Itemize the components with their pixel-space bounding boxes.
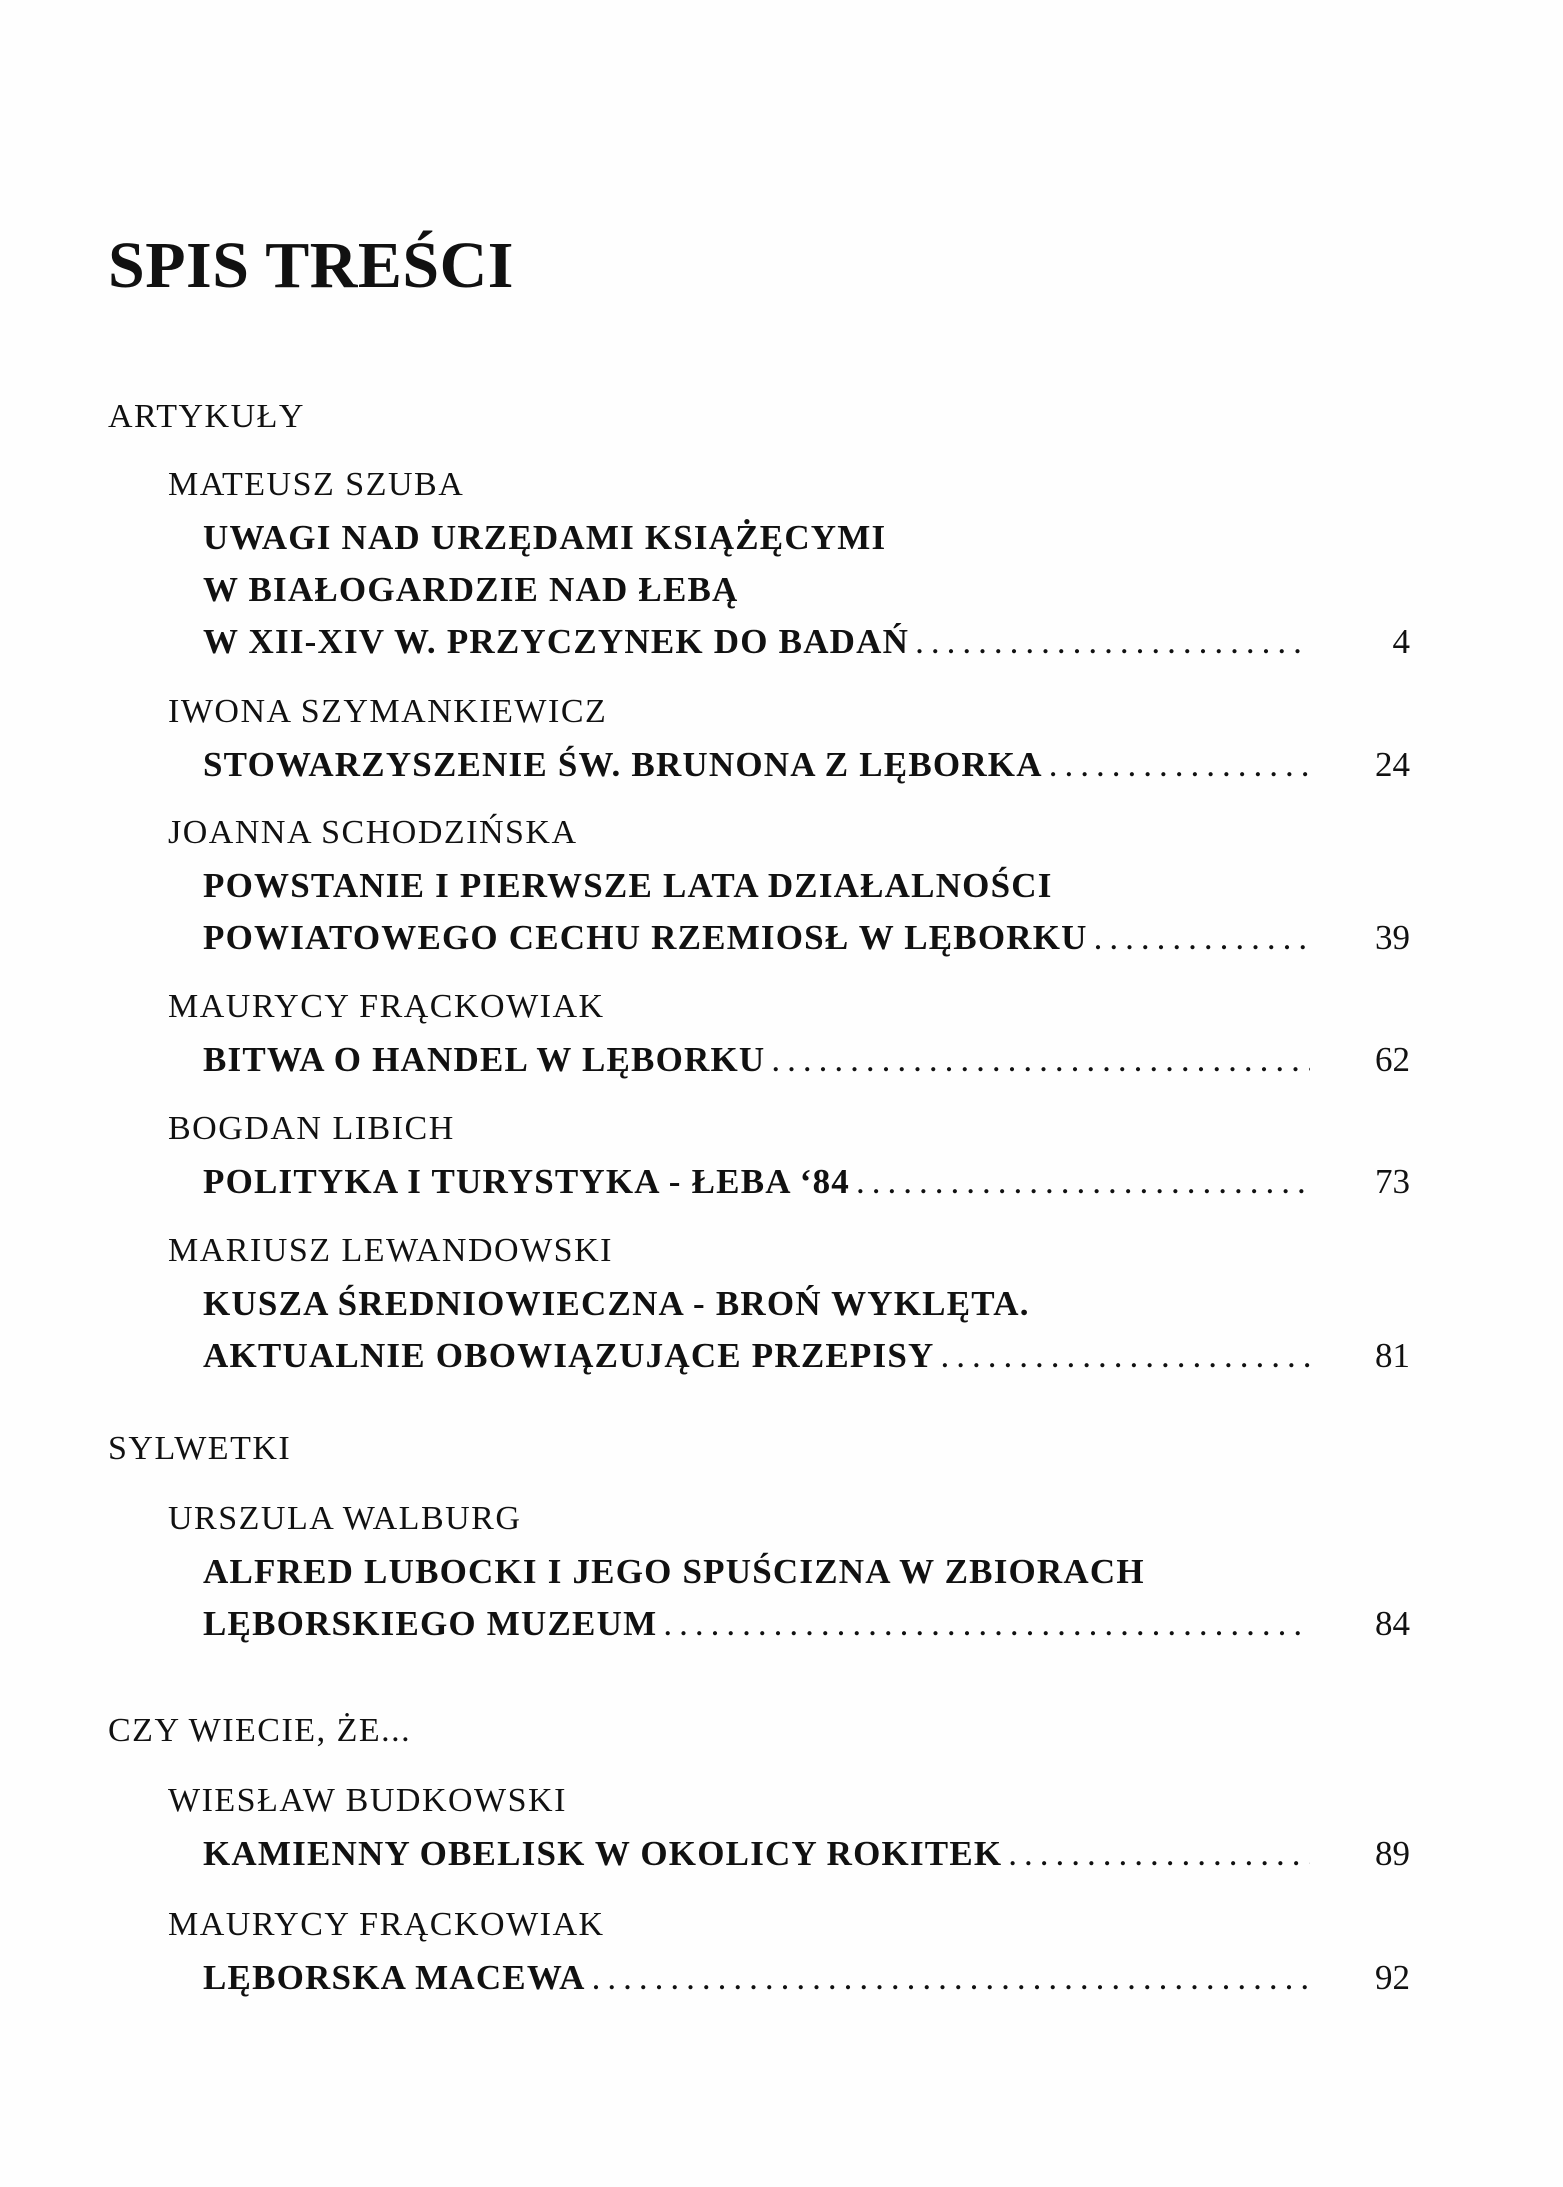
page-number: 92 [1375,1958,1410,1997]
section-heading: ARTYKUŁY [108,398,305,435]
section-heading: SYLWETKI [108,1430,292,1467]
entry-author: URSZULA WALBURG [168,1500,522,1537]
dot-leader [586,1958,1310,1998]
dot-leader [1002,1834,1310,1874]
entry-author: WIESŁAW BUDKOWSKI [168,1782,567,1819]
dot-leader [765,1040,1310,1080]
page-number: 89 [1375,1834,1410,1873]
entry-title-line: LĘBORSKA MACEWA [203,1958,586,1997]
dot-leader [850,1162,1310,1202]
dot-leader [909,622,1310,662]
entry-title-line: LĘBORSKIEGO MUZEUM [203,1604,658,1643]
dot-leader [657,1604,1310,1644]
entry-title-line: POLITYKA I TURYSTYKA - ŁEBA ‘84 [203,1162,850,1201]
page-number: 84 [1375,1604,1410,1643]
entry-title-line: AKTUALNIE OBOWIĄZUJĄCE PRZEPISY [203,1336,935,1375]
toc-entry-line[interactable] [203,1958,1410,2012]
toc-entry-line[interactable] [203,1162,1410,1216]
entry-author: MAURYCY FRĄCKOWIAK [168,1906,605,1943]
entry-title-line: W XII-XIV W. PRZYCZYNEK DO BADAŃ [203,622,910,661]
toc-entry-line[interactable] [203,1336,1410,1390]
entry-author: MATEUSZ SZUBA [168,466,465,503]
toc-entry-line[interactable] [203,1834,1410,1888]
page-number: 4 [1392,622,1410,661]
entry-author: JOANNA SCHODZIŃSKA [168,814,578,851]
toc-entry-line[interactable] [203,1040,1410,1094]
dot-leader [1088,918,1310,958]
section-heading: CZY WIECIE, ŻE... [108,1712,412,1749]
entry-author: MARIUSZ LEWANDOWSKI [168,1232,613,1269]
entry-title-line: W BIAŁOGARDZIE NAD ŁEBĄ [203,570,739,609]
page-number: 39 [1375,918,1410,957]
page-number: 73 [1375,1162,1410,1201]
entry-title-line: STOWARZYSZENIE ŚW. BRUNONA Z LĘBORKA [203,745,1043,784]
page-number: 24 [1375,745,1410,784]
entry-author: IWONA SZYMANKIEWICZ [168,693,608,730]
entry-title-line: ALFRED LUBOCKI I JEGO SPUŚCIZNA W ZBIORACH [203,1552,1145,1591]
entry-author: BOGDAN LIBICH [168,1110,455,1147]
page-number: 81 [1375,1336,1410,1375]
entry-title-line: UWAGI NAD URZĘDAMI KSIĄŻĘCYMI [203,518,887,557]
entry-title-line: POWIATOWEGO CECHU RZEMIOSŁ W LĘBORKU [203,918,1088,957]
entry-author: MAURYCY FRĄCKOWIAK [168,988,605,1025]
toc-entry-line[interactable] [203,745,1410,799]
entry-title-line: KUSZA ŚREDNIOWIECZNA - BROŃ WYKLĘTA. [203,1284,1030,1323]
toc-entry-line[interactable] [203,622,1410,676]
dot-leader [934,1336,1310,1376]
entry-title-line: POWSTANIE I PIERWSZE LATA DZIAŁALNOŚCI [203,866,1053,905]
dot-leader [1043,745,1310,785]
page-number: 62 [1375,1040,1410,1079]
entry-title-line: BITWA O HANDEL W LĘBORKU [203,1040,766,1079]
entry-title-line: KAMIENNY OBELISK W OKOLICY ROKITEK [203,1834,1003,1873]
toc-entry-line[interactable] [203,1604,1410,1658]
page-title: SPIS TREŚCI [108,229,514,302]
toc-entry-line[interactable] [203,918,1410,972]
